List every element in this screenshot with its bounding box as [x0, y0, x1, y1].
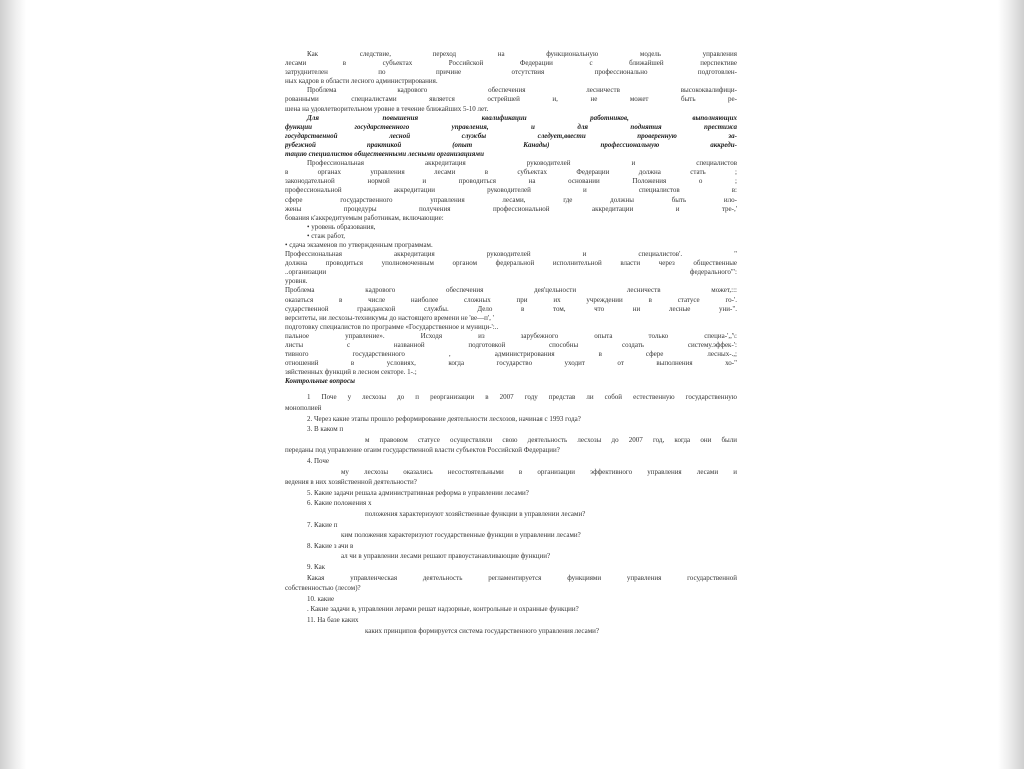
question-line: ал чи в управлении лесами решают правоустанавливающие функции?	[341, 552, 551, 561]
paragraph-line: Профессиональная аккредитация руководителей и специалистов	[307, 159, 737, 168]
paragraph-line: верситеты, ни лесхозы-техникумы до настоящего времени не 'ве—п', '	[285, 313, 494, 322]
section-heading: Контрольные вопросы	[285, 377, 355, 386]
question-line: м правовом статусе осуществляли свою деятельность лесхозы до 2007 год, когда они были	[365, 435, 737, 444]
question-line: переданы под управление огаим государственной власти субъектов Российской Федерации?	[285, 446, 560, 455]
paragraph-line: жены процедуры получения профессиональной аккредитации и тре-,'	[285, 204, 737, 213]
paragraph-line: в органах управления лесами в субъектах Федерации должна стать ;	[285, 168, 737, 177]
paragraph-line: бования к'аккредитуемым работникам, включающие:	[285, 213, 444, 222]
paragraph-line: законодательной нормой и проводиться на основании Положения о ;	[285, 177, 737, 186]
emphasis-line: государственной лесной службы следует,ввести проверенную за-	[285, 131, 737, 140]
paragraph-line: сударственной гражданской службы. Дело в том, что ни лесные уни-".	[285, 304, 737, 313]
question-line: 9. Как	[307, 562, 326, 571]
question-line: 4. Поче	[307, 457, 330, 466]
question-line: 1 Поче у лесхозы до п реорганизации в 2007 году представ ли собой естественную государственную	[307, 393, 737, 402]
question-line: ведения в них хозяйственной деятельности?	[285, 478, 417, 487]
paragraph-line: Проблема кадрового обеспечения лесничеств высококвалифици-	[307, 86, 737, 95]
paragraph-line: тивного государственного , администрирования в сфере лесных-.,;	[285, 350, 737, 359]
question-line: 7. Какие п	[307, 520, 338, 529]
question-line: 2. Через какие этапы прошло реформирование деятельности лесхозов, начиная с 1993 года?	[307, 414, 581, 423]
right-edge-shadow	[998, 0, 1024, 769]
question-line: собственностью (лесом)?	[285, 584, 361, 593]
paragraph-line: Проблема кадрового обеспечения дея'цельности лесничеств может,:::	[285, 286, 737, 295]
paragraph-line: уровня.	[285, 277, 308, 286]
question-line: 8. Какие з ачи в	[307, 541, 354, 550]
paragraph-line: зяйственных функций в лесном секторе. 1-.;	[285, 368, 417, 377]
paragraph-line: затруднителен по причине отсутствия профессионально подготовлен-	[285, 68, 737, 77]
question-line: каких принципов формируется система государственного управления лесами?	[365, 626, 600, 635]
paragraph-line: Как следствие, переход на функциональную модель управления	[307, 50, 737, 58]
question-line: ким положения характеризуют государственные функции в управлении лесами?	[341, 531, 581, 540]
bullet-item: • сдача экзаменов по утвержденным программам.	[285, 240, 433, 249]
paragraph-line: пальное управление». Исходя из зарубежного опыта только специа-',,'\:	[285, 331, 737, 340]
emphasis-line: тацию специалистов общественными лесными организациями	[285, 150, 484, 159]
question-line: 5. Какие задачи решала административная реформа в управлении лесами?	[307, 488, 529, 497]
question-line: монополией	[285, 404, 322, 413]
paragraph-line: шена на удовлетворительном уровне в течение ближайших 5-10 лет.	[285, 104, 489, 113]
paragraph-line: ..организации федерального'":	[285, 268, 737, 277]
question-line: Какая управленческая деятельность регламентируется функциями управления государственной	[307, 573, 737, 582]
question-line: 11. На базе каких	[307, 615, 359, 624]
paragraph-line: отношений в условиях, когда государство уходит от выполнения хо-"	[285, 359, 737, 368]
paragraph-line: рованными специалистами является острейшей и, не может быть ре-	[285, 95, 737, 104]
emphasis-line: Для повышения квалификации работников, выполняющих	[307, 113, 737, 122]
question-line: 3. В каком п	[307, 425, 344, 434]
paragraph-line: подготовку специалистов по программе «Государственное и муници-':..	[285, 322, 499, 331]
paragraph-line: профессиональной аккредитации руководителей и специалистов в:	[285, 186, 737, 195]
paragraph-line: лесами в субъектах Российской Федерации с ближайшей перспективе	[285, 59, 737, 68]
emphasis-line: функции государственного управления, и для поднятия престижа	[285, 122, 737, 131]
question-line: му лесхозы оказались несостоятельными в организации эффективного управления лесами и	[341, 467, 737, 476]
document-page	[285, 50, 737, 722]
emphasis-line: рубежной практикой (опыт Канады) профессиональную аккреди-	[285, 140, 737, 149]
paragraph-line: ных кадров в области лесного администрирования.	[285, 77, 438, 86]
paragraph-line: должна проводиться уполномоченным органом федеральной исполнительной власти через общественные	[285, 259, 737, 268]
question-line: . Какие задачи в, управлении лерами решат надзорные, контрольные и охранные функции?	[307, 605, 579, 614]
bullet-item: • стаж работ,	[307, 231, 346, 240]
question-line: 6. Какие положения х	[307, 499, 372, 508]
question-line: положения характеризуют хозяйственные функции в управлении лесами?	[365, 510, 586, 518]
paragraph-line: оказаться в числе наиболее сложных при их учреждении в статусе го-'.	[285, 295, 737, 304]
bullet-item: • уровень образования,	[307, 222, 376, 231]
question-line: 10. какие	[307, 594, 335, 603]
paragraph-line: сфере государственного управления лесами, где должны быть ило-	[285, 195, 737, 204]
paragraph-line: листы с названной подготовкой способны создать систему.эффек-':	[285, 341, 737, 349]
paragraph-line: Профессиональная аккредитация руководителей и специалистов'. "	[285, 250, 737, 259]
left-edge-shadow	[0, 0, 26, 769]
